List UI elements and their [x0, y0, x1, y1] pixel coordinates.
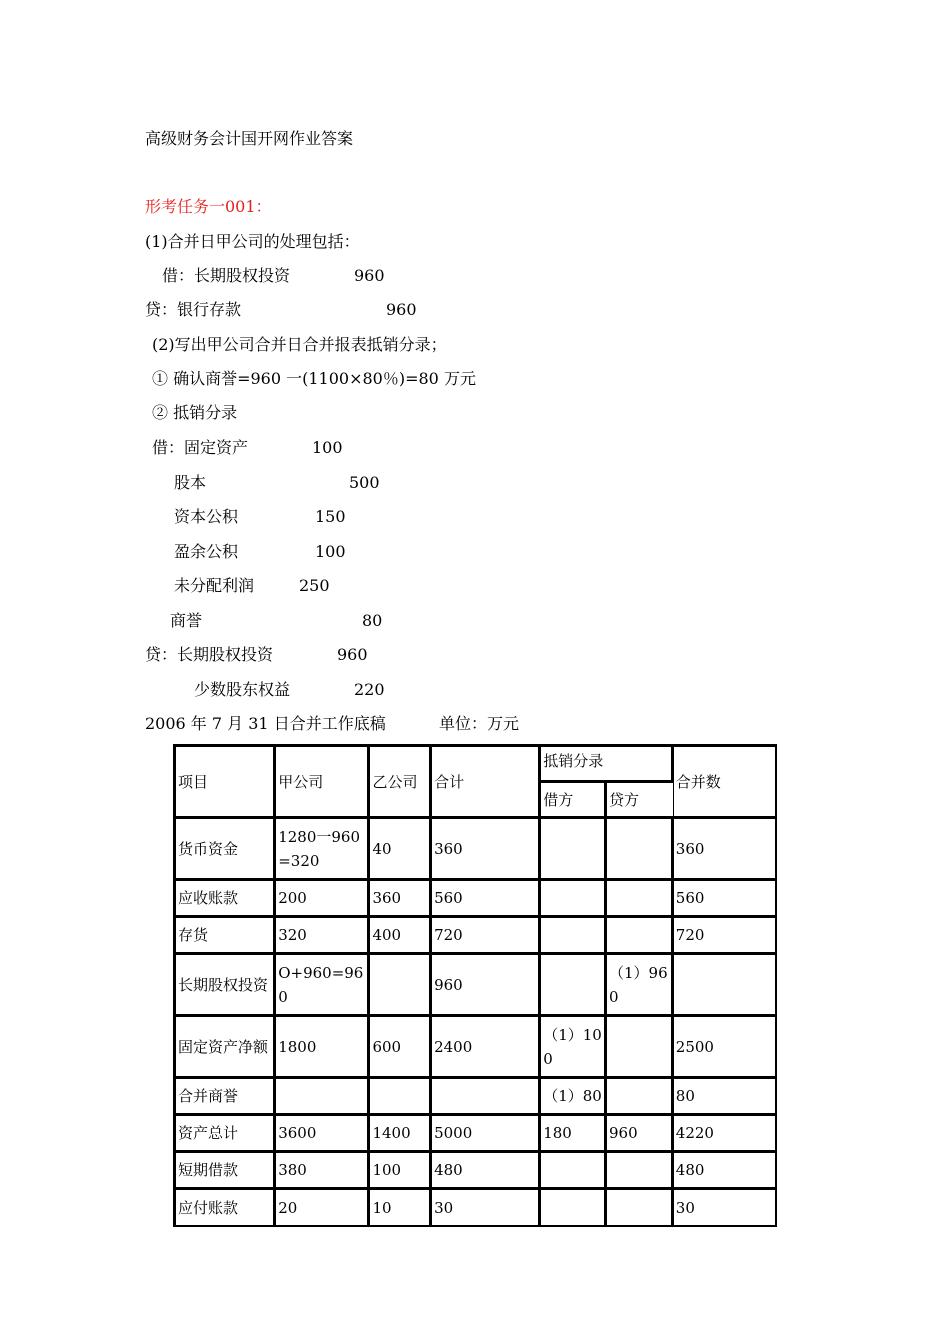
row-cell [369, 954, 431, 1016]
row-cell [540, 1152, 606, 1189]
table-row [175, 1152, 775, 1189]
row-cell [606, 917, 673, 954]
entry2-line-amount: 250 [299, 576, 330, 595]
row-cell: 360 [673, 818, 775, 880]
row-cell [540, 880, 606, 917]
row-cell: 960 [606, 1115, 673, 1152]
row-cell [540, 954, 606, 1016]
row-cell [540, 917, 606, 954]
entry2-line-amount: 100 [312, 438, 343, 457]
entry2-line-label: 商誉 [170, 611, 203, 630]
row-cell [275, 1078, 369, 1115]
row-cell: 40 [369, 818, 431, 880]
row-cell: 400 [369, 917, 431, 954]
entry2-line-label: 借：固定资产 [152, 438, 249, 457]
row-cell: 1800 [275, 1016, 369, 1078]
entry2-line-amount: 500 [349, 473, 380, 492]
row-cell: 5000 [431, 1115, 540, 1152]
row-item: 固定资产净额 [175, 1016, 275, 1078]
row-cell: O+960=960 [275, 954, 369, 1016]
row-cell: 600 [369, 1016, 431, 1078]
row-cell: 360 [431, 818, 540, 880]
table-row [175, 954, 775, 1016]
entry2-line-amount: 220 [354, 680, 385, 699]
row-cell: 560 [673, 880, 775, 917]
table-row [175, 1189, 775, 1225]
table-row [175, 1016, 775, 1078]
row-cell [540, 1189, 606, 1225]
entry1-credit-amount: 960 [386, 300, 417, 319]
worksheet-unit: 单位：万元 [439, 714, 520, 733]
row-cell: 1400 [369, 1115, 431, 1152]
row-cell: 200 [275, 880, 369, 917]
row-item: 存货 [175, 917, 275, 954]
entry2-line-label: 股本 [174, 473, 207, 492]
entry2-line-amount: 100 [315, 542, 346, 561]
row-cell: 560 [431, 880, 540, 917]
row-cell [606, 880, 673, 917]
row-cell: 960 [431, 954, 540, 1016]
row-cell: 2500 [673, 1016, 775, 1078]
row-cell: （1）100 [540, 1016, 606, 1078]
header-credit: 贷方 [606, 782, 673, 818]
offset-entry-title: ② 抵销分录 [152, 403, 238, 422]
header-company-yi: 乙公司 [369, 746, 431, 818]
row-item: 合并商誉 [175, 1078, 275, 1115]
question-1: (1)合并日甲公司的处理包括： [145, 232, 360, 251]
row-cell: 720 [673, 917, 775, 954]
header-item: 项目 [175, 746, 275, 818]
entry2-line-label: 贷：长期股权投资 [145, 645, 274, 664]
entry2-line-label: 资本公积 [174, 507, 239, 526]
row-cell: 1280一960=320 [275, 818, 369, 880]
row-item: 应收账款 [175, 880, 275, 917]
row-cell: 10 [369, 1189, 431, 1225]
section-heading: 形考任务一001： [145, 197, 272, 216]
entry1-debit-label: 借：长期股权投资 [162, 266, 291, 285]
table-row [175, 1115, 775, 1152]
entry2-line-label: 盈余公积 [174, 542, 239, 561]
header-consolidated: 合并数 [673, 746, 775, 818]
row-cell [606, 1189, 673, 1225]
row-cell [540, 818, 606, 880]
row-cell [606, 1078, 673, 1115]
row-cell: 720 [431, 917, 540, 954]
row-cell: 360 [369, 880, 431, 917]
row-cell [606, 1016, 673, 1078]
entry2-line-label: 少数股东权益 [194, 680, 291, 699]
question-2: (2)写出甲公司合并日合并报表抵销分录； [152, 335, 447, 354]
row-cell: （1）960 [606, 954, 673, 1016]
doc-title: 高级财务会计国开网作业答案 [145, 129, 354, 148]
header-company-jia: 甲公司 [275, 746, 369, 818]
row-cell [606, 818, 673, 880]
consolidation-worksheet-table [173, 744, 777, 1227]
row-item: 货币资金 [175, 818, 275, 880]
table-row [175, 880, 775, 917]
row-item: 应付账款 [175, 1189, 275, 1225]
row-cell: 180 [540, 1115, 606, 1152]
entry2-line-amount: 80 [362, 611, 383, 630]
row-cell: 320 [275, 917, 369, 954]
row-cell [606, 1152, 673, 1189]
row-cell [673, 954, 775, 1016]
row-cell: 30 [673, 1189, 775, 1225]
row-item: 长期股权投资 [175, 954, 275, 1016]
row-cell: 380 [275, 1152, 369, 1189]
row-cell: 80 [673, 1078, 775, 1115]
worksheet-title: 2006 年 7 月 31 日合并工作底稿 [145, 714, 386, 733]
table-row [175, 818, 775, 880]
row-item: 短期借款 [175, 1152, 275, 1189]
row-cell: （1）80 [540, 1078, 606, 1115]
row-cell: 480 [431, 1152, 540, 1189]
row-item: 资产总计 [175, 1115, 275, 1152]
table-row [175, 1078, 775, 1115]
row-cell: 480 [673, 1152, 775, 1189]
table-row [175, 917, 775, 954]
entry2-line-amount: 150 [315, 507, 346, 526]
row-cell: 2400 [431, 1016, 540, 1078]
goodwill-line: ① 确认商誉=960 一(1100×80％)=80 万元 [152, 369, 476, 388]
entry1-debit-amount: 960 [354, 266, 385, 285]
row-cell: 20 [275, 1189, 369, 1225]
entry1-credit-label: 贷：银行存款 [145, 300, 242, 319]
entry2-line-label: 未分配利润 [174, 576, 255, 595]
row-cell: 100 [369, 1152, 431, 1189]
header-offset-entries: 抵销分录 [540, 746, 673, 782]
entry2-line-amount: 960 [337, 645, 368, 664]
header-total: 合计 [431, 746, 540, 818]
row-cell [369, 1078, 431, 1115]
row-cell [431, 1078, 540, 1115]
header-debit: 借方 [540, 782, 606, 818]
row-cell: 30 [431, 1189, 540, 1225]
row-cell: 3600 [275, 1115, 369, 1152]
row-cell: 4220 [673, 1115, 775, 1152]
